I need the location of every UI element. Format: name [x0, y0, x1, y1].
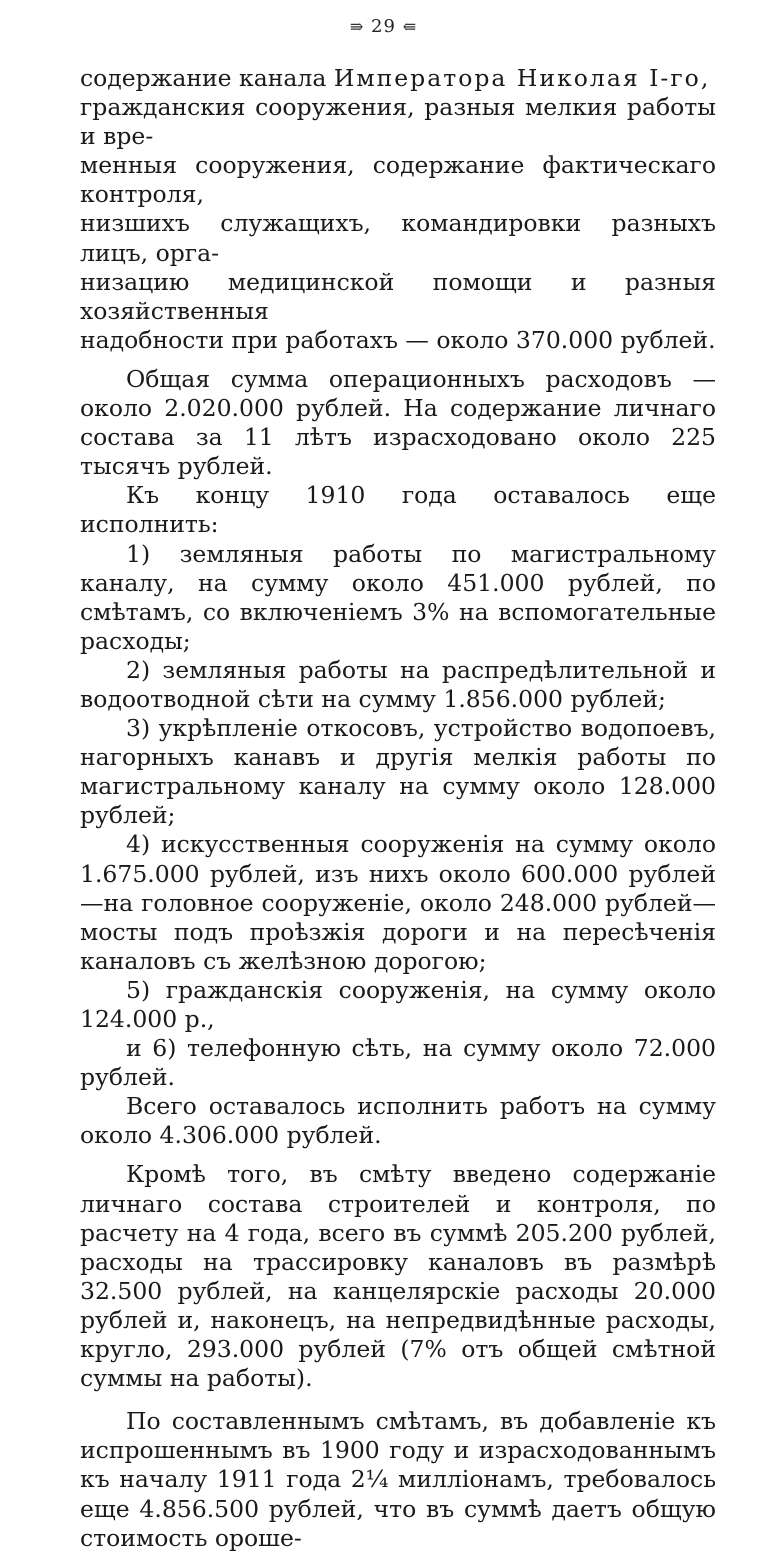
opening-line: низшихъ служащихъ, командировки разныхъ лицъ, орга-	[80, 209, 716, 267]
list-item-telephone: и 6) телефонную сѣть, на сумму около 72.000 рублей.	[80, 1034, 716, 1092]
page-header	[0, 16, 767, 37]
paragraph-remaining-total: Всего оставалось исполнить работъ на сумму около 4.306.000 рублей.	[80, 1092, 716, 1150]
line-fragment: содержание канала	[80, 64, 334, 92]
opening-line: гражданския сооружения, разныя мелкия работы и вре-	[80, 93, 716, 151]
list-item-slopes: 3) укрѣпленіе откосовъ, устройство водопоевъ, нагорныхъ канавъ и другія мелкія работы по магистральному каналу на сумму около 128.000 рублей;	[80, 714, 716, 830]
list-item-earthworks-main: 1) земляныя работы по магистральному каналу, на сумму около 451.000 рублей, по смѣтамъ, со включеніемъ 3% на вспомогательные расходы;	[80, 539, 716, 655]
list-item-structures: 4) искусственныя сооруженія на сумму около 1.675.000 рублей, изъ нихъ около 600.000 рублей—на головное сооруженіе, около 248.000 рублей—мосты подъ проѣзжія дороги и на пересѣченія каналовъ съ желѣзною дорогою;	[80, 830, 716, 975]
list-item-civil: 5) гражданскія сооруженія, на сумму около 124.000 р.,	[80, 975, 716, 1033]
opening-line: менныя сооружения, содержание фактическаго контроля,	[80, 151, 716, 209]
emperor-name: Императора Николая I-го,	[333, 64, 711, 92]
opening-line: надобности при работахъ — около 370.000 рублей.	[80, 325, 716, 354]
opening-line: низацию медицинской помощи и разныя хозяйственныя	[80, 267, 716, 325]
paragraph-remaining-intro: Къ концу 1910 года оставалось еще исполнить:	[80, 481, 716, 539]
page-number: 29	[371, 16, 396, 37]
right-ornament-icon: ⇚	[402, 17, 418, 36]
paragraph-additional: Кромѣ того, въ смѣту введено содержаніе личнаго состава строителей и контроля, по расчету на 4 года, всего въ суммѣ 205.200 рублей, расходы на трассировку каналовъ въ размѣрѣ 32.500 рублей, на канцелярскіе расходы 20.000 рублей и, наконецъ, на непредвидѣнные расходы, кругло, 293.000 рублей (7% отъ общей смѣтной суммы на работы).	[80, 1160, 716, 1393]
body-text	[80, 64, 716, 1553]
left-ornament-icon: ⇛	[349, 17, 365, 36]
list-item-earthworks-network: 2) земляныя работы на распредѣлительной и водоотводной сѣти на сумму 1.856.000 рублей;	[80, 655, 716, 713]
paragraph-estimates: По составленнымъ смѣтамъ, въ добавленіе къ испрошеннымъ въ 1900 году и израсходованнымъ къ началу 1911 года 2¼ милліонамъ, требовалось еще 4.856.500 рублей, что въ суммѣ даетъ общую стоимость ороше-	[80, 1407, 716, 1552]
paragraph-total-costs: Общая сумма операционныхъ расходовъ — около 2.020.000 рублей. На содержание личнаго состава за 11 лѣтъ израсходовано около 225 тысячъ рублей.	[80, 364, 716, 481]
opening-line	[80, 64, 716, 93]
